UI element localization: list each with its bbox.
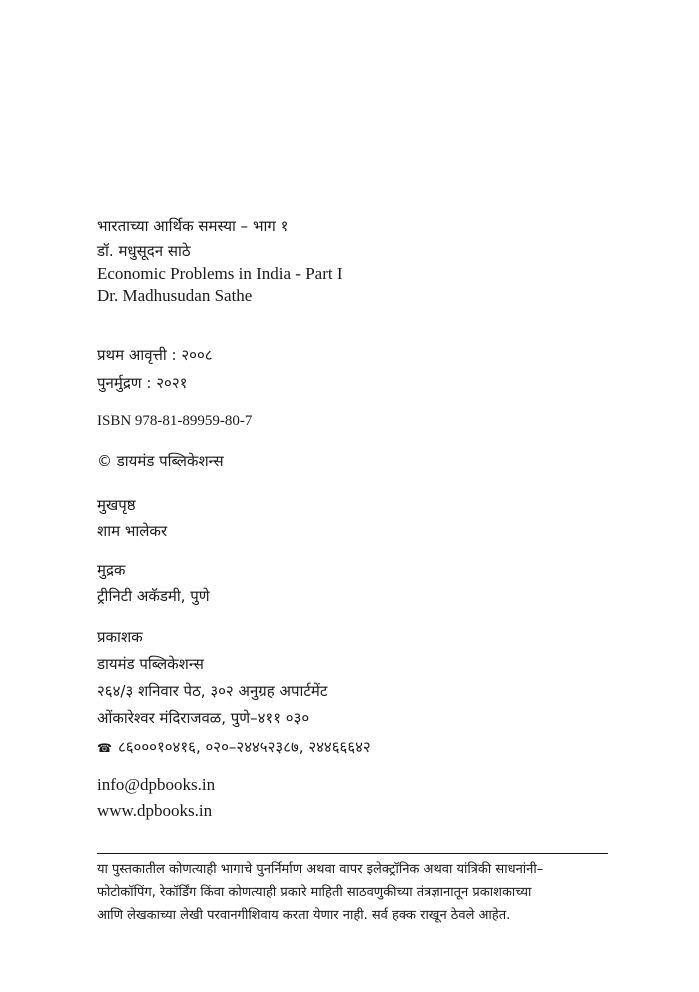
copyright-block — [97, 449, 617, 473]
title-block — [97, 214, 617, 307]
first-edition: प्रथम आवृत्ती : २००८ — [97, 346, 213, 364]
author-marathi: डॉ. मधुसूदन साठे — [97, 242, 191, 260]
printer-block — [97, 557, 617, 609]
title-marathi: भारताच्या आर्थिक समस्या – भाग १ — [97, 217, 289, 235]
author-english: Dr. Madhusudan Sathe — [97, 286, 253, 305]
contact-email[interactable]: info@dpbooks.in — [97, 775, 216, 794]
publisher-address-line1: २६४/३ शनिवार पेठ, ३०२ अनुग्रह अपार्टमेंट — [97, 682, 328, 700]
notice-line-3: आणि लेखकाच्या लेखी परवानगीशिवाय करता येणार नाही. सर्व हक्क राखून ठेवले आहेत. — [97, 908, 511, 923]
contact-website[interactable]: www.dpbooks.in — [97, 801, 213, 820]
publisher-phone-row — [97, 732, 617, 763]
edition-block — [97, 341, 617, 397]
notice-line-2: फोटोकॉपिंग, रेकॉर्डिंग किंवा कोणत्याही प्रकारे माहिती साठवणुकीच्या तंत्रज्ञानातून प्रकाशकाच्या — [97, 885, 532, 900]
publisher-address-line2: ओंकारेश्वर मंदिराजवळ, पुणे–४११ ०३० — [97, 709, 310, 727]
copyright-notice: © डायमंड पब्लिकेशन्स — [97, 452, 224, 470]
contact-block — [97, 772, 617, 824]
printer-name: ट्रीनिटी अकॅडमी, पुणे — [97, 587, 210, 605]
rights-notice — [97, 858, 617, 927]
publisher-label: प्रकाशक — [97, 628, 143, 646]
title-english: Economic Problems in India - Part I — [97, 264, 343, 283]
cover-label: मुखपृष्ठ — [97, 496, 136, 514]
notice-divider — [97, 853, 608, 854]
isbn-block — [97, 409, 617, 433]
cover-block — [97, 492, 617, 544]
notice-line-1: या पुस्तकातील कोणत्याही भागाचे पुनर्निर्माण अथवा वापर इलेक्ट्रॉनिक अथवा यांत्रिकी साधनांनी– — [97, 862, 544, 877]
isbn-number: ISBN 978-81-89959-80-7 — [97, 413, 253, 429]
publisher-block — [97, 624, 617, 763]
reprint-edition: पुनर्मुद्रण : २०२१ — [97, 374, 188, 392]
cover-artist: शाम भालेकर — [97, 522, 168, 540]
printer-label: मुद्रक — [97, 561, 126, 579]
publisher-name: डायमंड पब्लिकेशन्स — [97, 655, 204, 673]
telephone-icon: ☎ — [97, 741, 112, 755]
publisher-phone: ८६०००१०४१६, ०२०–२४४५२३८७, २४४६६६४२ — [117, 738, 371, 756]
